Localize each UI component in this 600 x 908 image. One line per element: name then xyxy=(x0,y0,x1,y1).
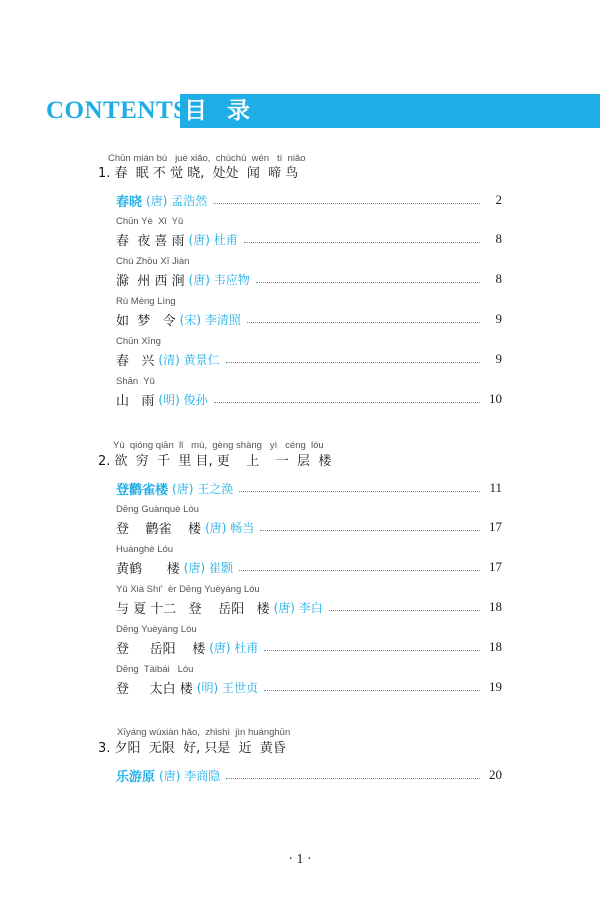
entry-page-number: 18 xyxy=(489,639,502,654)
entry-page-number: 18 xyxy=(489,599,502,614)
entry-title: 乐游原 xyxy=(116,769,156,785)
entry-pinyin: Chūn Xīng xyxy=(116,336,161,347)
section-verse: 2. 欲 穷 千 里 目, 更 上 一 层 楼 xyxy=(98,454,332,469)
toc-entry[interactable] xyxy=(116,230,502,248)
entry-page-number: 17 xyxy=(489,519,502,534)
entry-page-number: 9 xyxy=(495,311,502,326)
entry-title: 山 雨 xyxy=(116,393,155,409)
toc-entry[interactable] xyxy=(116,638,502,656)
entry-title: 春晓 xyxy=(116,194,143,210)
entry-page-number: 9 xyxy=(495,351,502,366)
entry-pinyin: Yǔ Xià Shí' èr Dēng Yuèyáng Lóu xyxy=(116,584,260,595)
entry-author: (唐) 杜甫 xyxy=(209,640,259,655)
entry-title: 黄鹤 楼 xyxy=(116,561,180,577)
entry-author: (唐) 孟浩然 xyxy=(146,193,208,208)
dot-leader xyxy=(226,778,480,779)
entry-page-number: 8 xyxy=(495,271,502,286)
entry-pinyin: Chú Zhōu Xī Jiàn xyxy=(116,256,190,267)
entry-title: 登 岳阳 楼 xyxy=(116,641,206,657)
toc-entry[interactable] xyxy=(116,191,502,209)
dot-leader xyxy=(264,650,480,651)
entry-author: (唐) 王之涣 xyxy=(172,481,234,496)
dot-leader xyxy=(226,362,480,363)
entry-pinyin: Dēng Tàibái Lóu xyxy=(116,664,194,675)
entry-title: 登鹳雀楼 xyxy=(116,482,169,498)
entry-author: (唐) 李白 xyxy=(273,600,323,615)
toc-entry[interactable] xyxy=(116,479,502,497)
entry-title: 如 梦 令 xyxy=(116,313,176,329)
toc-entry[interactable] xyxy=(116,518,502,536)
entry-pinyin: Huánghè Lóu xyxy=(116,544,174,555)
entry-pinyin: Rú Mèng Lìng xyxy=(116,296,176,307)
dot-leader xyxy=(329,610,480,611)
entry-title: 滁 州 西 涧 xyxy=(116,273,185,289)
entry-author: (唐) 杜甫 xyxy=(188,232,238,247)
entry-title: 登 鹳雀 楼 xyxy=(116,521,202,537)
toc-entry[interactable] xyxy=(116,678,502,696)
dot-leader xyxy=(239,491,480,492)
toc-entry[interactable] xyxy=(116,598,502,616)
entry-page-number: 2 xyxy=(495,192,502,207)
toc-entry[interactable] xyxy=(116,310,502,328)
entry-pinyin: Dēng Guànquè Lóu xyxy=(116,504,199,515)
entry-title: 登 太白 楼 xyxy=(116,681,193,697)
dot-leader xyxy=(213,203,480,204)
entry-pinyin: Shān Yǔ xyxy=(116,376,155,387)
dot-leader xyxy=(239,570,480,571)
toc-entry[interactable] xyxy=(116,350,502,368)
dot-leader xyxy=(244,242,480,243)
entry-page-number: 17 xyxy=(489,559,502,574)
dot-leader xyxy=(256,282,480,283)
page-number: · 1 · xyxy=(288,852,312,867)
toc-entry[interactable] xyxy=(116,390,502,408)
section-pinyin: Chūn mián bù jué xiǎo, chùchù wén tí niǎo xyxy=(108,153,306,164)
entry-page-number: 19 xyxy=(489,679,502,694)
dot-leader xyxy=(260,530,480,531)
entry-pinyin: Chūn Yè Xǐ Yǔ xyxy=(116,216,184,227)
section-pinyin: Xīyáng wúxiàn hǎo, zhǐshì jìn huánghūn xyxy=(117,727,291,738)
contents-title-cn: 目 录 xyxy=(184,98,257,124)
entry-title: 与 夏 十二 登 岳阳 楼 xyxy=(116,601,270,617)
section-verse: 3. 夕阳 无限 好, 只是 近 黄昏 xyxy=(98,741,286,756)
entry-author: (唐) 畅当 xyxy=(205,520,255,535)
entry-page-number: 10 xyxy=(489,391,502,406)
entry-title: 春 兴 xyxy=(116,353,155,369)
contents-header xyxy=(0,94,600,128)
entry-author: (唐) 崔颢 xyxy=(183,560,233,575)
dot-leader xyxy=(247,322,480,323)
toc-entry[interactable] xyxy=(116,766,502,784)
toc-entry[interactable] xyxy=(116,270,502,288)
entry-author: (明) 王世贞 xyxy=(196,680,258,695)
dot-leader xyxy=(214,402,480,403)
entry-author: (清) 黄景仁 xyxy=(158,352,220,367)
entry-author: (唐) 韦应物 xyxy=(188,272,250,287)
entry-author: (明) 俊孙 xyxy=(158,392,208,407)
section-verse: 1. 春 眠 不 觉 晓, 处处 闻 啼 鸟 xyxy=(98,166,299,181)
toc-entry[interactable] xyxy=(116,558,502,576)
entry-author: (唐) 李商隐 xyxy=(159,768,221,783)
entry-page-number: 20 xyxy=(489,767,502,782)
dot-leader xyxy=(264,690,480,691)
entry-pinyin: Dēng Yuèyáng Lóu xyxy=(116,624,197,635)
entry-page-number: 11 xyxy=(489,480,502,495)
contents-title-en: CONTENTS xyxy=(46,97,188,124)
entry-title: 春 夜 喜 雨 xyxy=(116,233,185,249)
entry-author: (宋) 李清照 xyxy=(179,312,241,327)
section-pinyin: Yù qióng qiān lǐ mù, gèng shàng yì céng lóu xyxy=(113,440,324,451)
entry-page-number: 8 xyxy=(495,231,502,246)
